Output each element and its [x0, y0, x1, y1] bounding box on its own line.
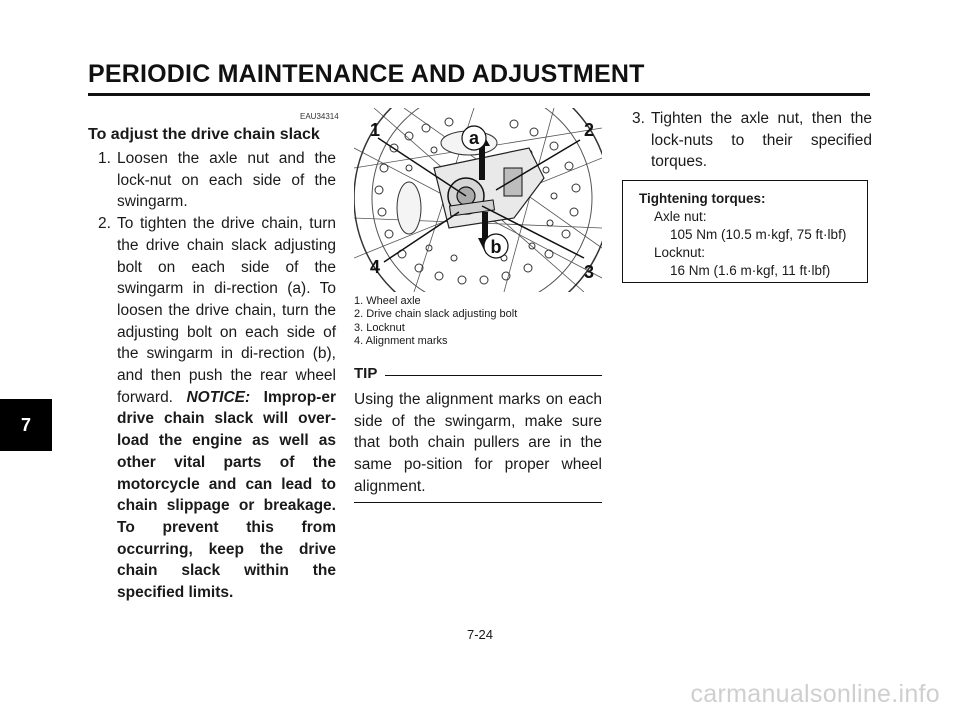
notice-label: NOTICE: — [186, 388, 251, 406]
section-title: To adjust the drive chain slack — [88, 126, 320, 143]
caption-item: 3. Locknut — [354, 321, 405, 334]
step-1 — [88, 148, 336, 213]
step-text: Tighten the axle nut, then the lock-nuts to their specified torques. — [651, 110, 872, 171]
chapter-tab-label: 7 — [20, 414, 31, 435]
tip-rule — [385, 375, 602, 376]
tip-block — [354, 365, 602, 503]
callout-1: 1 — [370, 120, 381, 140]
step-3 — [622, 108, 872, 173]
figure-captions — [354, 295, 517, 349]
step-number: 1. — [98, 150, 111, 167]
brake-disc-figure — [354, 108, 602, 292]
tip-header — [354, 365, 602, 382]
page-header-title: PERIODIC MAINTENANCE AND ADJUSTMENT — [88, 60, 645, 88]
callout-b: b — [490, 237, 502, 257]
callout-2: 2 — [584, 120, 595, 140]
tip-bottom-rule — [354, 502, 602, 503]
notice-text: Improp-er drive chain slack will over-load the engine as well as other vital parts of the motorcycle and can lead to chain slippage or breakage. To prevent this from occurring, keep the drive chain slack within the specified limits. — [117, 388, 336, 602]
steps-list — [88, 148, 336, 604]
caption-item: 4. Alignment marks — [354, 335, 448, 348]
step-2 — [88, 213, 336, 604]
torque-value: 105 Nm (10.5 m·kgf, 75 ft·lbf) — [670, 227, 847, 242]
callout-3: 3 — [584, 262, 595, 282]
tip-label: TIP — [354, 365, 378, 382]
step-text: Loosen the axle nut and the lock-nut on each side of the swingarm. — [117, 150, 336, 211]
steps-list-continued — [622, 108, 872, 173]
chapter-tab — [0, 399, 52, 451]
step-number: 3. — [632, 110, 645, 127]
brake-disc-illustration — [354, 108, 602, 292]
torque-value: 16 Nm (1.6 m·kgf, 11 ft·lbf) — [670, 263, 831, 278]
callout-a: a — [468, 128, 480, 148]
left-column — [88, 126, 336, 604]
torque-label: Locknut: — [654, 245, 706, 260]
header-rule — [88, 93, 870, 96]
callout-4: 4 — [370, 257, 381, 277]
caption-item: 2. Drive chain slack adjusting bolt — [354, 308, 518, 321]
step-number: 2. — [98, 215, 111, 233]
caption-item: 1. Wheel axle — [354, 295, 421, 307]
torque-label: Axle nut: — [654, 209, 707, 224]
step-text: To tighten the drive chain, turn the drive chain slack adjusting bolt on each side of the swingarm in di-rection (a). To loosen the drive chain, turn the adjusting bolt on each side of the swingarm in di-rection (b), and then push the rear wheel forward. — [117, 215, 336, 406]
right-column — [622, 108, 872, 173]
page-number: 7-24 — [466, 627, 494, 642]
watermark: carmanualsonline.info — [690, 680, 940, 708]
torque-title: Tightening torques: — [639, 191, 766, 206]
tip-text: Using the alignment marks on each side of the swingarm, make sure that both chain pullers are in the same po-sition for proper wheel alignment. — [354, 391, 602, 495]
reference-code: EAU34314 — [300, 112, 339, 121]
torque-spec-box — [622, 180, 868, 283]
